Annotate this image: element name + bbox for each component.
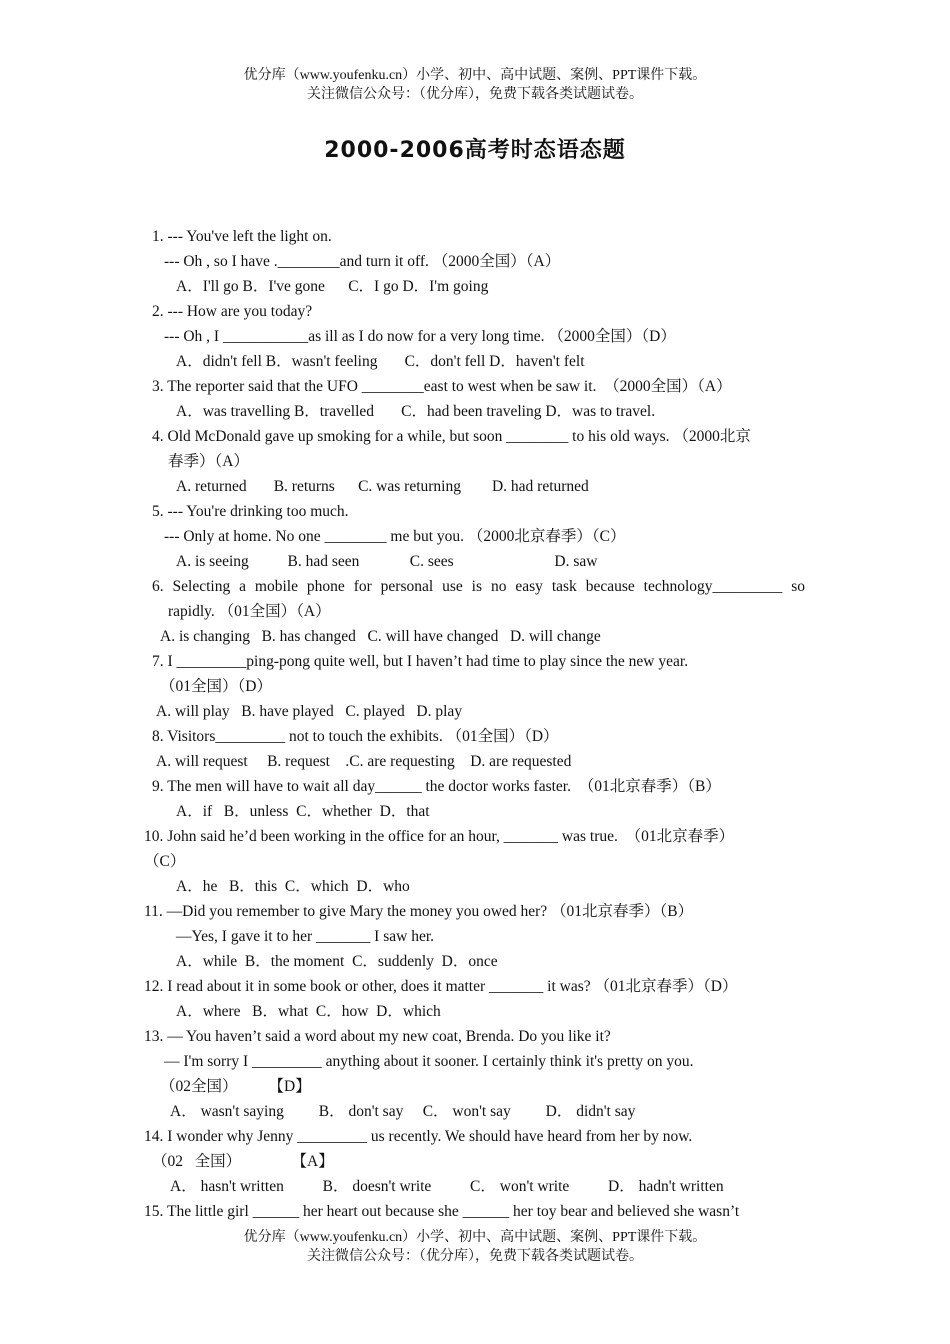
question-line: （01全国）（D）	[160, 678, 272, 695]
option-line: A. is seeing B. had seen C. sees D. saw	[176, 553, 598, 570]
option-line: A. returned B. returns C. was returning D. had returned	[176, 478, 589, 495]
option-line: A．didn't fell B．wasn't feeling C．don't fell D．haven't felt	[176, 353, 585, 370]
question-line: — I'm sorry I _________ anything about it sooner. I certainly think it's pretty on you.	[164, 1053, 694, 1070]
question-line: 12. I read about it in some book or other, does it matter _______ it was? （01北京春季）（D）	[144, 978, 738, 995]
question-line: 4. Old McDonald gave up smoking for a while, but soon ________ to his old ways. （2000北京	[152, 428, 751, 445]
question-line: 5. --- You're drinking too much.	[152, 503, 349, 520]
option-line: A．he B．this C．which D．who	[176, 878, 410, 895]
question-line: 8. Visitors_________ not to touch the exhibits. （01全国）（D）	[152, 728, 559, 745]
option-line: A．while B．the moment C．suddenly D．once	[176, 953, 498, 970]
option-line: A. will request B. request .C. are requesting D. are requested	[156, 753, 572, 770]
option-line: A. will play B. have played C. played D. play	[156, 703, 463, 720]
question-line: 10. John said he’d been working in the office for an hour, _______ was true. （01北京春季）	[144, 828, 735, 845]
question-line: rapidly. （01全国）（A）	[168, 603, 331, 620]
question-line: --- Oh , so I have .________and turn it off. （2000全国）（A）	[164, 253, 561, 270]
option-line: A． wasn't saying B． don't say C． won't say D． didn't say	[170, 1103, 636, 1120]
question-line: —Yes, I gave it to her _______ I saw her.	[176, 928, 435, 945]
question-line: 13. — You haven’t said a word about my new coat, Brenda. Do you like it?	[144, 1028, 611, 1045]
question-line: --- Only at home. No one ________ me but you. （2000北京春季）（C）	[164, 528, 626, 545]
question-line: 15. The little girl ______ her heart out because she ______ her toy bear and believed she wasn’t	[144, 1203, 740, 1220]
footer-line-1: 优分库（www.youfenku.cn）小学、初中、高中试题、案例、PPT课件下载。	[243, 1230, 707, 1245]
header-line-1: 优分库（www.youfenku.cn）小学、初中、高中试题、案例、PPT课件下载。	[243, 68, 707, 83]
option-line: A．was travelling B．travelled C．had been traveling D．was to travel.	[176, 403, 656, 420]
question-line: 1. --- You've left the light on.	[152, 228, 332, 245]
option-line: A．if B．unless C．whether D．that	[176, 803, 430, 820]
footer-line-2: 关注微信公众号：（优分库），免费下载各类试题试卷。	[307, 1249, 643, 1264]
question-line: 3. The reporter said that the UFO ________east to west when be saw it. （2000全国）（A）	[152, 378, 732, 395]
option-line: A．where B．what C．how D．which	[176, 1003, 441, 1020]
question-line: 春季）（A）	[168, 453, 249, 470]
question-line: （02全国） 【D】	[160, 1078, 311, 1095]
question-line: 14. I wonder why Jenny _________ us recently. We should have heard from her by now.	[144, 1128, 693, 1145]
option-line: A. is changing B. has changed C. will have changed D. will change	[160, 628, 601, 645]
question-line: 2. --- How are you today?	[152, 303, 313, 320]
question-line: （02 全国） 【A】	[152, 1153, 334, 1170]
question-line: 7. I _________ping-pong quite well, but I haven’t had time to play since the new year.	[152, 653, 689, 670]
option-line: A． hasn't written B． doesn't write C． won't write D． hadn't written	[170, 1178, 724, 1195]
question-line: 9. The men will have to wait all day______ the doctor works faster. （01北京春季）（B）	[152, 778, 721, 795]
question-line: （C）	[144, 853, 186, 870]
page-title: 2000-2006高考时态语态题	[324, 138, 626, 163]
question-line: 6. Selecting a mobile phone for personal use is no easy task because technology_________ so	[152, 578, 805, 595]
question-line: --- Oh , I ___________as ill as I do now for a very long time. （2000全国）（D）	[164, 328, 676, 345]
header-line-2: 关注微信公众号：（优分库），免费下载各类试题试卷。	[307, 87, 643, 102]
option-line: A．I'll go B．I've gone C．I go D．I'm going	[176, 278, 489, 295]
question-line: 11. —Did you remember to give Mary the money you owed her? （01北京春季）（B）	[144, 903, 694, 920]
